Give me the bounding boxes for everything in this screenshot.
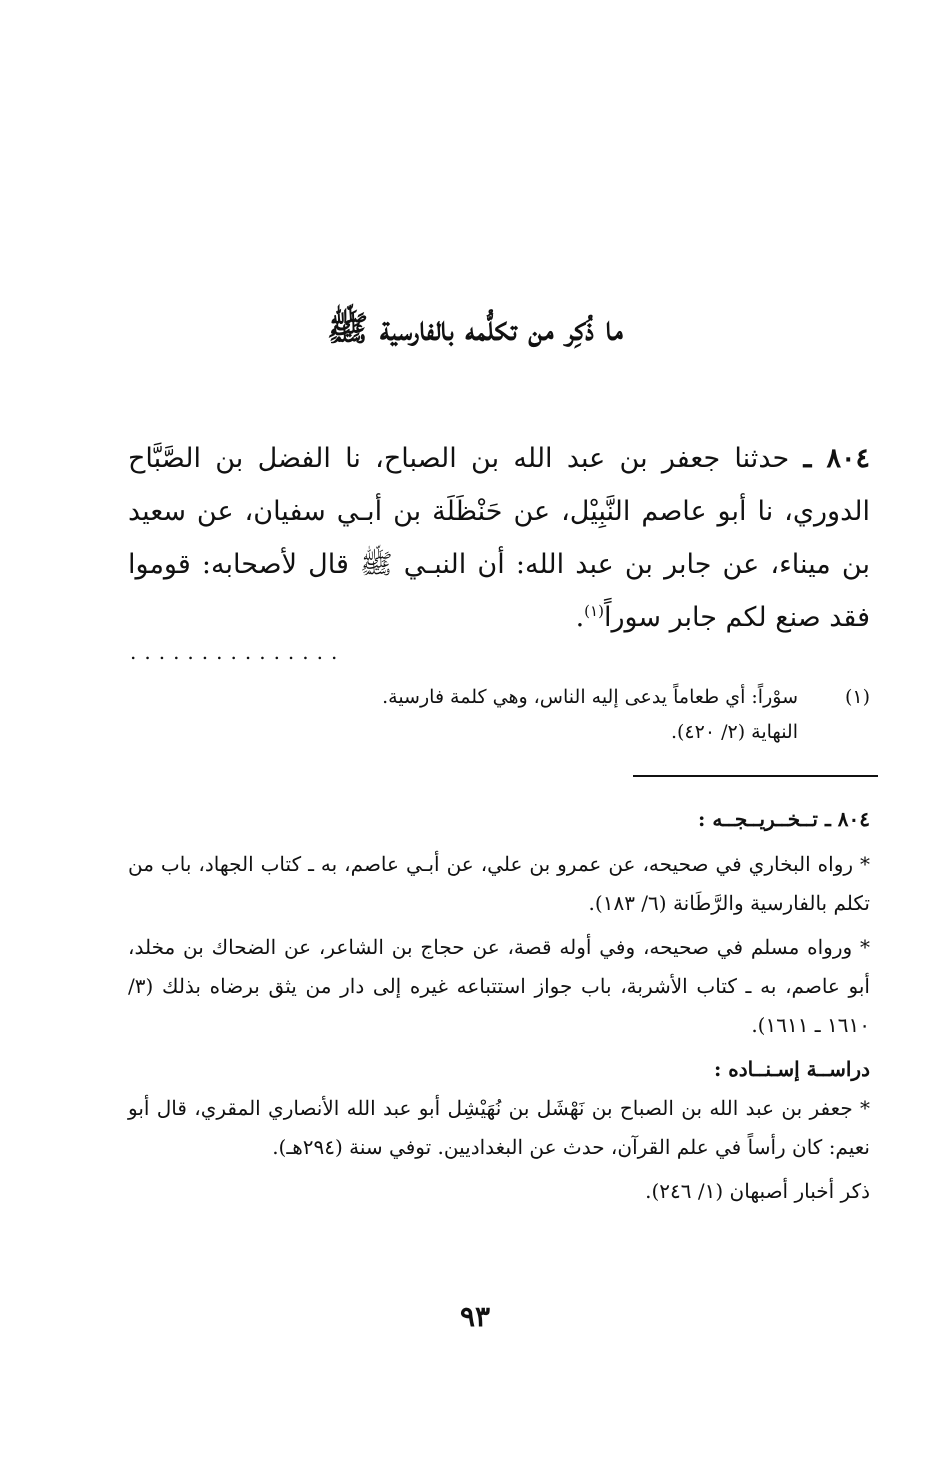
hadith-body: حدثنا جعفر بن عبد الله بن الصباح، نا الفضل بن الصَّبَّاح الدوري، نا أبو عاصم النَّبِيْل، عن حَنْظَلَة بن أبـي سفيان، عن سعيد بن ميناء، عن جابر بن عبد الله: أن النبـي ﷺ قال لأصحابه: قوموا فقد صنع لكم جابر سوراً: [128, 443, 870, 633]
takhrij-heading: ٨٠٤ ـ تــخــريــجــه :: [698, 807, 870, 831]
hadith-text: [128, 432, 870, 644]
page-number: ٩٣: [459, 1300, 491, 1333]
dirasa-paragraph: * جعفر بن عبد الله بن الصباح بن نَهْشَل بن نُهَيْشِل أبو عبد الله الأنصاري المقري، قال أبو نعيم: كان رأساً في علم القرآن، حدث عن البغداديين. توفي سنة (٢٩٤هـ).: [128, 1096, 870, 1159]
dirasa-heading: دراســة إسـنــاده :: [713, 1057, 870, 1081]
hadith-number: ٨٠٤ ـ: [803, 443, 870, 474]
takhrij-paragraph: * رواه البخاري في صحيحه، عن عمرو بن علي، عن أبـي عاصم، به ـ كتاب الجهاد، باب من تكلم بالفارسية والرَّطَانة (٦/ ١٨٣).: [128, 852, 870, 915]
hadith-end-mark: .: [575, 602, 585, 633]
chapter-title: ما ذُكِر من تكلُّمه بالفارسية ﷺ: [327, 309, 623, 349]
footnote-reference: (١): [584, 602, 604, 620]
footnote-line: سوْراً: أي طعاماً يدعى إليه الناس، وهي كلمة فارسية.: [382, 686, 798, 708]
commentary-section: [128, 800, 870, 1216]
footnote-separator-dots: ...............: [130, 640, 346, 664]
footnote: [300, 680, 870, 750]
takhrij-paragraph: * ورواه مسلم في صحيحه، وفي أوله قصة، عن حجاج بن الشاعر، عن الضحاك بن مخلد، أبو عاصم، به ـ كتاب الأشربة، باب جواز استتباعه غيره إلى دار من يثق برضاه بذلك (٣/ ١٦١٠ ـ ١٦١١).: [128, 935, 870, 1037]
section-divider: [633, 775, 878, 777]
footnote-line: النهاية (٢/ ٤٢٠).: [670, 721, 798, 743]
footnote-number: (١): [844, 686, 870, 708]
dirasa-reference: ذكر أخبار أصبهان (١/ ٢٤٦).: [645, 1179, 870, 1203]
